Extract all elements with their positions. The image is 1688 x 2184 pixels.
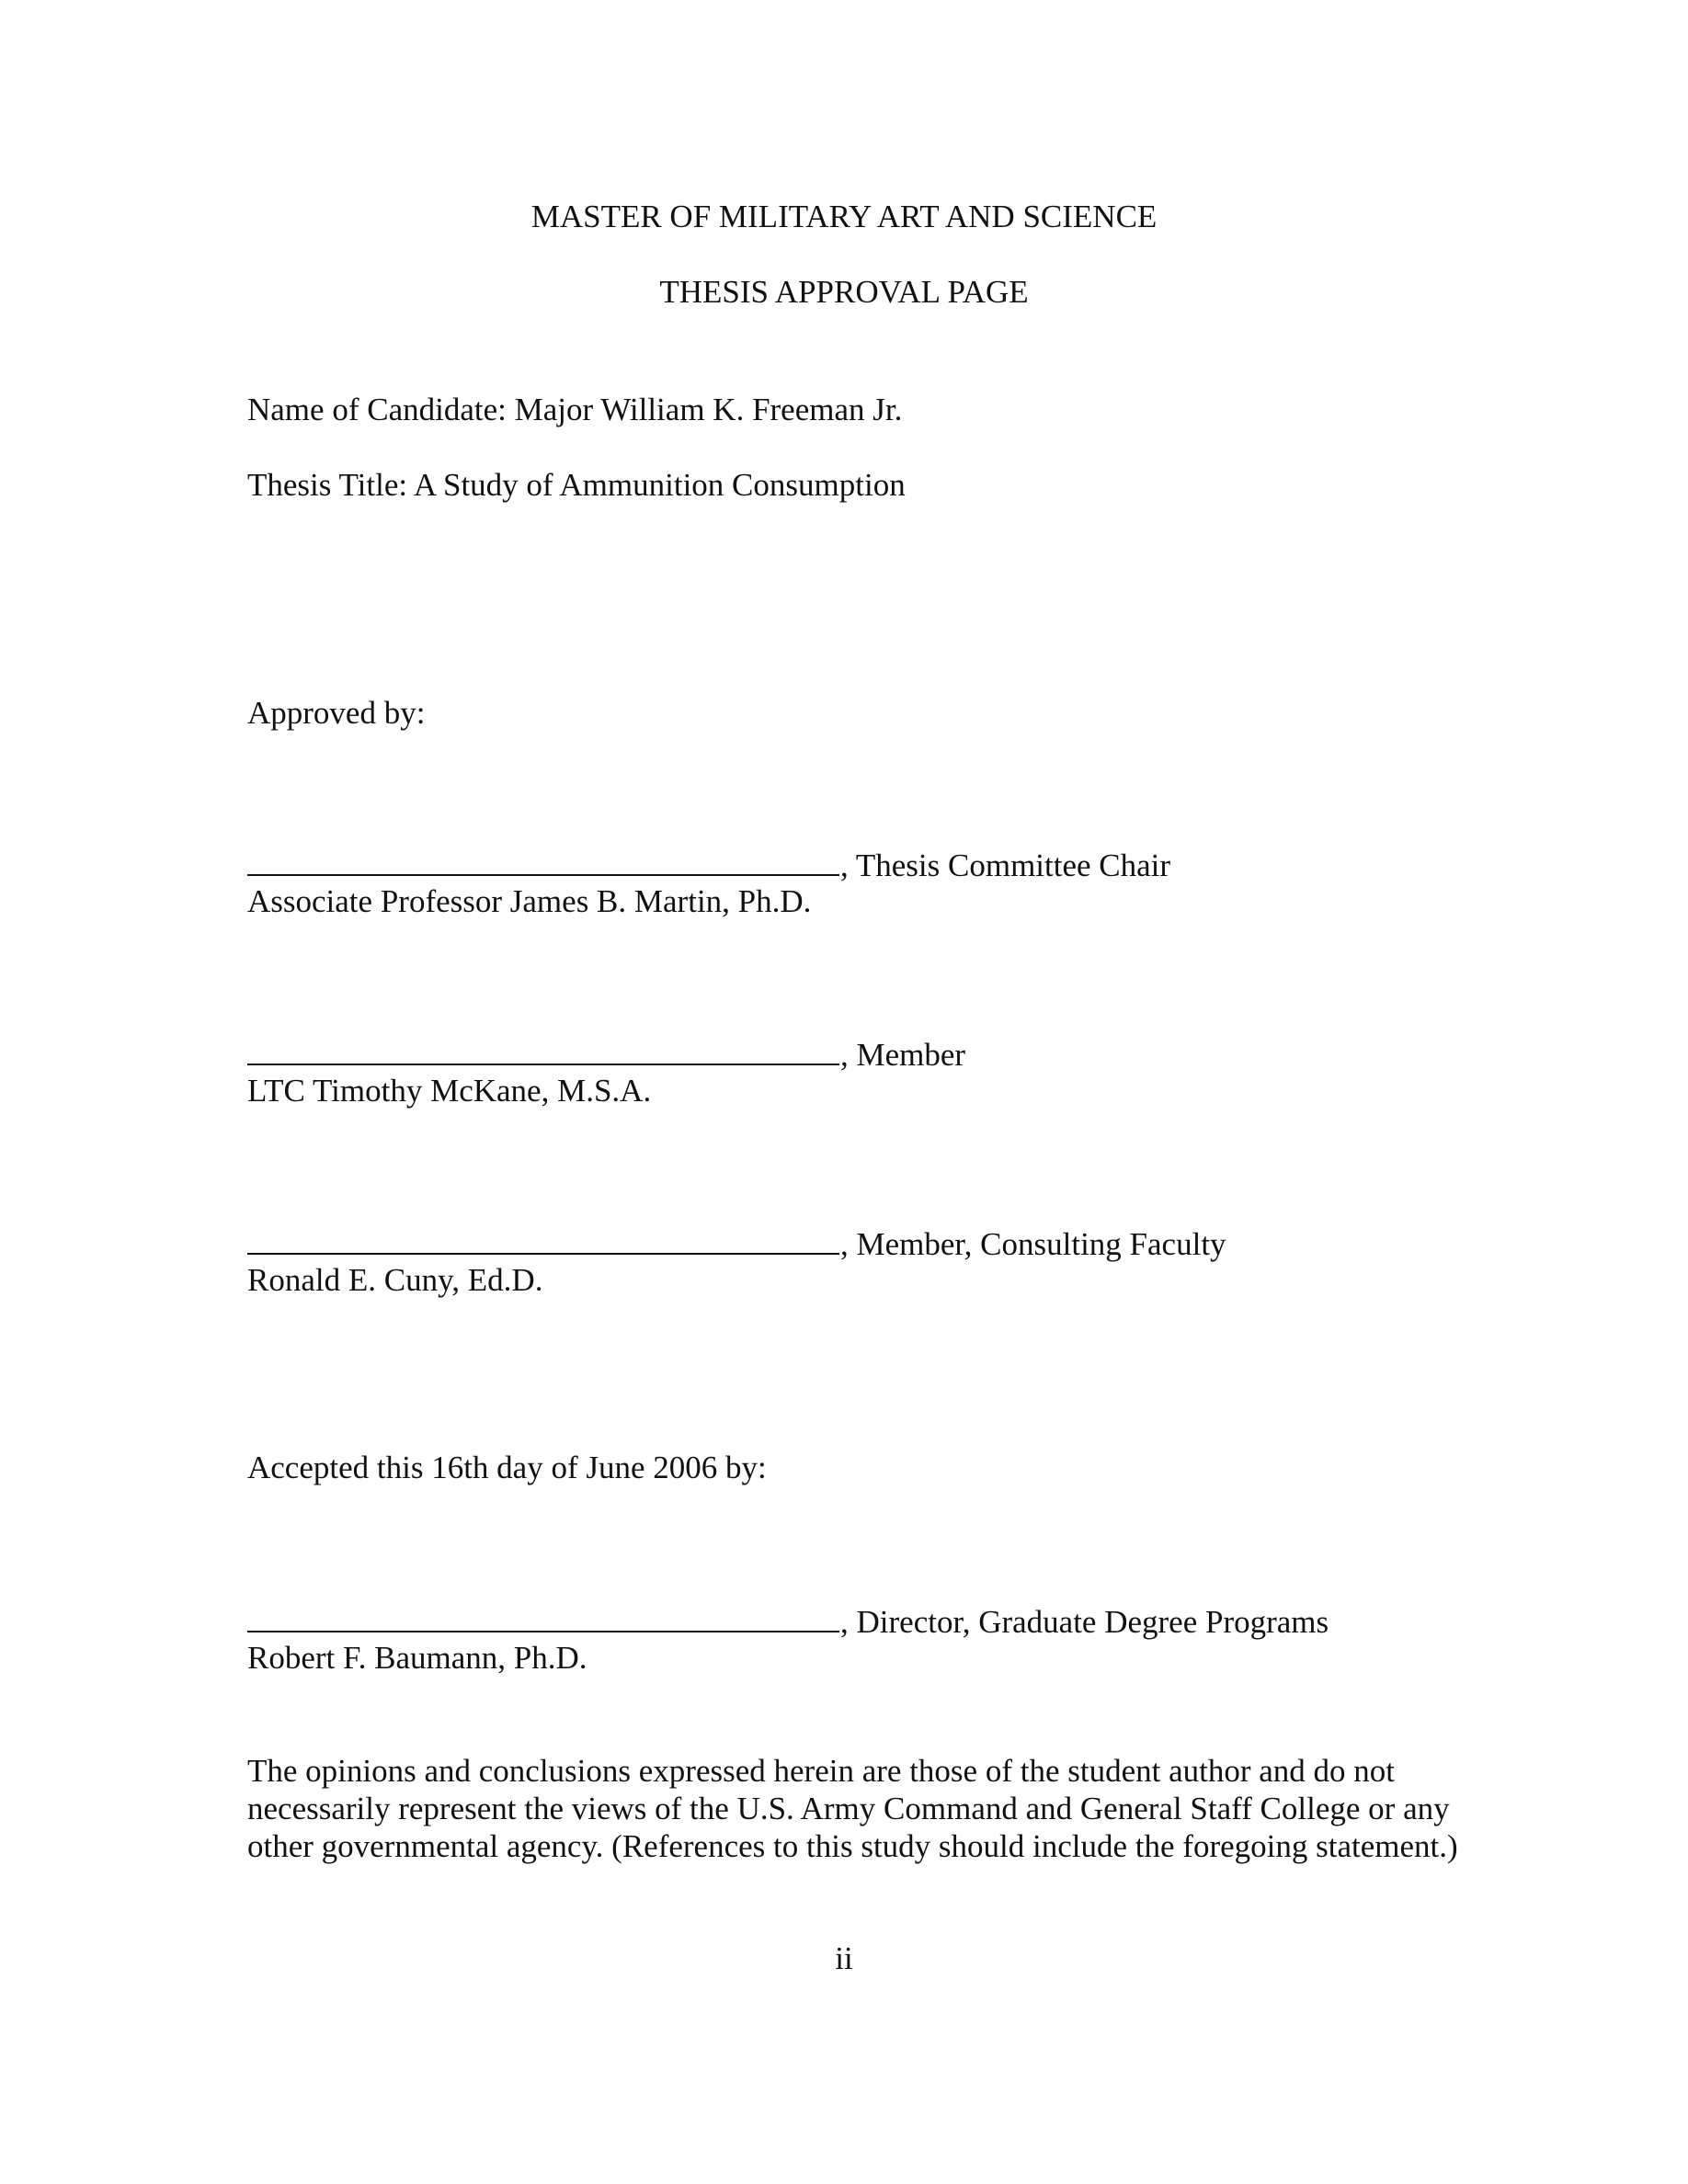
candidate-name: Name of Candidate: Major William K. Freeman Jr. <box>247 392 903 427</box>
signature-blank <box>247 1223 839 1255</box>
signature-blank <box>247 1033 839 1065</box>
signature-blank <box>247 1600 839 1632</box>
signature-role: , Member <box>840 1037 966 1073</box>
signatory-name-consulting: Ronald E. Cuny, Ed.D. <box>247 1262 543 1298</box>
signatory-name-member: LTC Timothy McKane, M.S.A. <box>247 1073 652 1109</box>
signature-line-director <box>247 1600 1329 1641</box>
disclaimer-paragraph: The opinions and conclusions expressed herein are those of the student author and do not necessarily represent the views of the U.S. Army Command and General Staff College or any other governmental agency. (References to this study should include the foregoing statement.) <box>247 1753 1458 1864</box>
page-title: THESIS APPROVAL PAGE <box>659 274 1029 310</box>
signature-blank <box>247 844 839 876</box>
accepted-date: Accepted this 16th day of June 2006 by: <box>247 1450 767 1485</box>
signature-role: , Member, Consulting Faculty <box>840 1226 1226 1262</box>
thesis-title: Thesis Title: A Study of Ammunition Consumption <box>247 467 906 503</box>
signature-line-chair <box>247 844 1170 884</box>
signature-line-member <box>247 1033 965 1074</box>
page-number: ii <box>835 1940 853 1976</box>
signatory-name-chair: Associate Professor James B. Martin, Ph.D. <box>247 883 812 919</box>
approved-by-label: Approved by: <box>247 695 426 731</box>
signature-role: , Thesis Committee Chair <box>840 847 1171 883</box>
signature-line-consulting <box>247 1223 1226 1263</box>
signature-role: , Director, Graduate Degree Programs <box>840 1604 1329 1640</box>
signatory-name-director: Robert F. Baumann, Ph.D. <box>247 1640 587 1676</box>
degree-heading: MASTER OF MILITARY ART AND SCIENCE <box>530 199 1158 234</box>
